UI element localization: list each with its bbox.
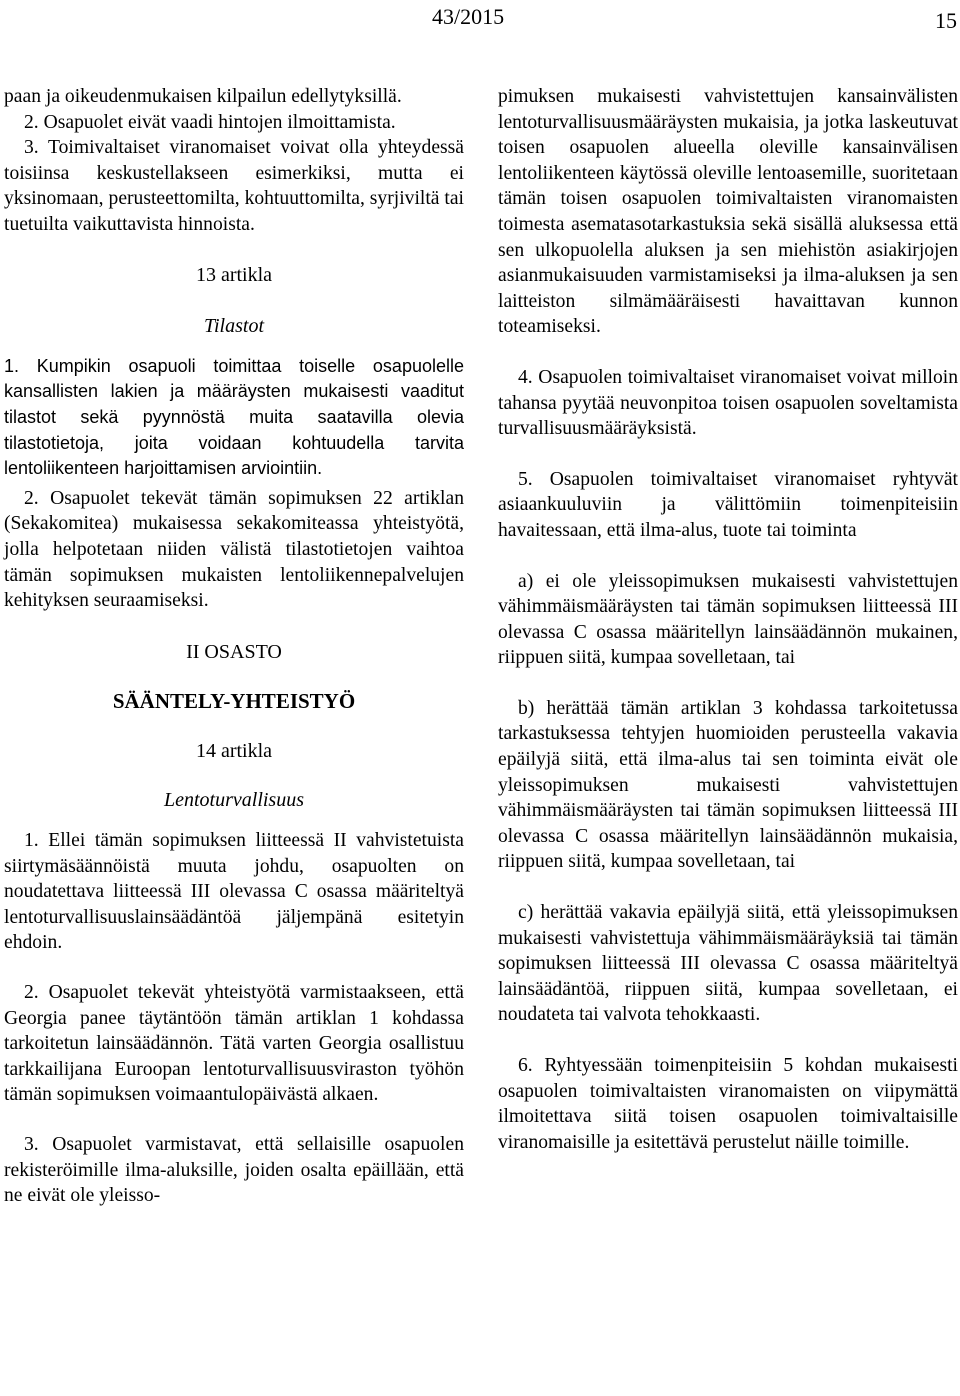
article-14-heading: 14 artikla	[195, 739, 273, 762]
paragraph-5: 5. Osapuolen toimivaltaiset viranomaiset ryhtyvät asiaankuuluviin ja välittömiin toimenpiteisiin havaitessaan, että ilma-alus, tuote tai toiminta	[498, 468, 958, 541]
article-14-paragraph-1: 1. Ellei tämän sopimuksen liitteessä II vahvistetuista siirtymäsäännöistä muuta johdu, osapuolten on noudatettava liitteessä III olevassa C osassa määriteltyä lentoturvallisuuslainsäädäntöä jäljempänä esitetyin ehdoin.	[4, 830, 464, 954]
article-13-paragraph-2: 2. Osapuolet tekevät tämän sopimuksen 22 artiklan (Sekakomitea) mukaisessa sekakomiteassa yhteistyötä, jolla helpotetaan niiden välistä tilastotietojen vaihtoa tämän sopimuksen mukaisten lentoliikennepalvelujen kehityksen seuraamiseksi.	[4, 487, 464, 612]
paragraph-continued-right: pimuksen mukaisesti vahvistettujen kansainvälisten lentoturvallisuusmääräysten mukaisia, ja jotka laskeutuvat toisen osapuolen alueella oleville kansainvälisen lentoliikenteen käytössä oleville lentoasemille, suoritetaan tämän toisen osapuolen toimivaltaisten viranomaisten toimesta asematasotarkastuksia sekä sisällä aluksessa että sen ulkopuolella aluksen ja sen miehistön asiakirjojen asianmukaisuuden varmistamiseksi ja ilma-aluksen ja sen laitteiston silmämääräisesti havaittavan kunnon toteamiseksi.	[498, 86, 958, 338]
article-14-paragraph-3: 3. Osapuolet varmistavat, että sellaisille osapuolen rekisteröimille ilma-aluksille, joiden osalta epäillään, että ne eivät ole yleisso-	[4, 1134, 464, 1207]
article-13-heading: 13 artikla	[195, 263, 273, 286]
paragraph-3: 3. Toimivaltaiset viranomaiset voivat olla yhteydessä toisiinsa keskustellakseen esimerkiksi, mutta ei yksinomaan, perusteettomilta, kohtuuttomilta, syrjiviltä tai tuetuilta vaikuttavista hinnoista.	[4, 137, 464, 235]
part-heading: II OSASTO	[186, 640, 282, 663]
article-13-title: Tilastot	[203, 315, 265, 338]
page-number: 15	[935, 8, 957, 33]
left-column	[4, 84, 464, 1209]
page-header	[0, 2, 960, 34]
item-a: a) ei ole yleissopimuksen mukaisesti vahvistettujen vähimmäismääräysten tai tämän sopimuksen liitteessä III olevassa C osassa määritellyn lainsäädännön mukainen, riippuen siitä, kumpaa sovelletaan, tai	[498, 570, 958, 669]
paragraph-6: 6. Ryhtyessään toimenpiteisiin 5 kohdan mukaisesti osapuolen toimivaltaisten viranomaisten on viipymättä ilmoitettava siitä toisen osapuolen toimivaltaisille viranomaisille ja esitettävä perustelut näille toimille.	[498, 1055, 958, 1153]
paragraph-2: 2. Osapuolet eivät vaadi hintojen ilmoittamista.	[24, 111, 396, 133]
article-13-paragraph-1: 1. Kumpikin osapuoli toimittaa toiselle osapuolelle kansallisten lakien ja määräysten mukaisesti vaaditut tilastot sekä pyynnöstä muita saatavilla olevia tilastotietoja, joita voidaan kohtuudella tarvita lentoliikenteen harjoittamisen arviointiin.	[4, 355, 464, 479]
item-b: b) herättää tämän artiklan 3 kohdassa tarkoitetussa tarkastuksessa tehtyjen huomioiden perusteella vakavia epäilyjä siitä, että ilma-alus tai sen toiminta eivät ole yleissopimuksen mukaisesti vahvistettujen vähimmäismääräysten tai tämän sopimuksen liitteessä III olevassa C osassa määritellyn lainsäädännön mukaisia, riippuen siitä, kumpaa sovelletaan, tai	[498, 697, 958, 873]
article-14-paragraph-2: 2. Osapuolet tekevät yhteistyötä varmistaakseen, että Georgia panee täytäntöön tämän artiklan 1 kohdassa tarkoitetun lainsäädännön. Tätä varten Georgia osallistuu tarkkailijana Euroopan lentoturvallisuusviraston työhön tämän sopimuksen voimaantulopäivästä alkaen.	[4, 982, 464, 1106]
part-title: SÄÄNTELY-YHTEISTYÖ	[112, 689, 356, 714]
paragraph-4: 4. Osapuolen toimivaltaiset viranomaiset voivat milloin tahansa pyytää neuvonpitoa toisen osapuolen soveltamista turvallisuusmääräyksistä.	[498, 366, 958, 440]
issue-number: 43/2015	[432, 4, 505, 29]
item-c: c) herättää vakavia epäilyjä siitä, että yleissopimuksen mukaisesti vahvistettuja vähimmäismääräyksiä tai tämän sopimuksen liitteessä III olevassa C osassa määriteltyä lainsäädäntöä, riippuen siitä, kumpaa sovelletaan, ei noudateta tai valvota tehokkaasti.	[498, 902, 958, 1026]
right-column	[498, 84, 958, 1155]
article-14-title: Lentoturvallisuus	[163, 789, 304, 812]
paragraph-continued: paan ja oikeudenmukaisen kilpailun edellytyksillä.	[4, 86, 402, 107]
